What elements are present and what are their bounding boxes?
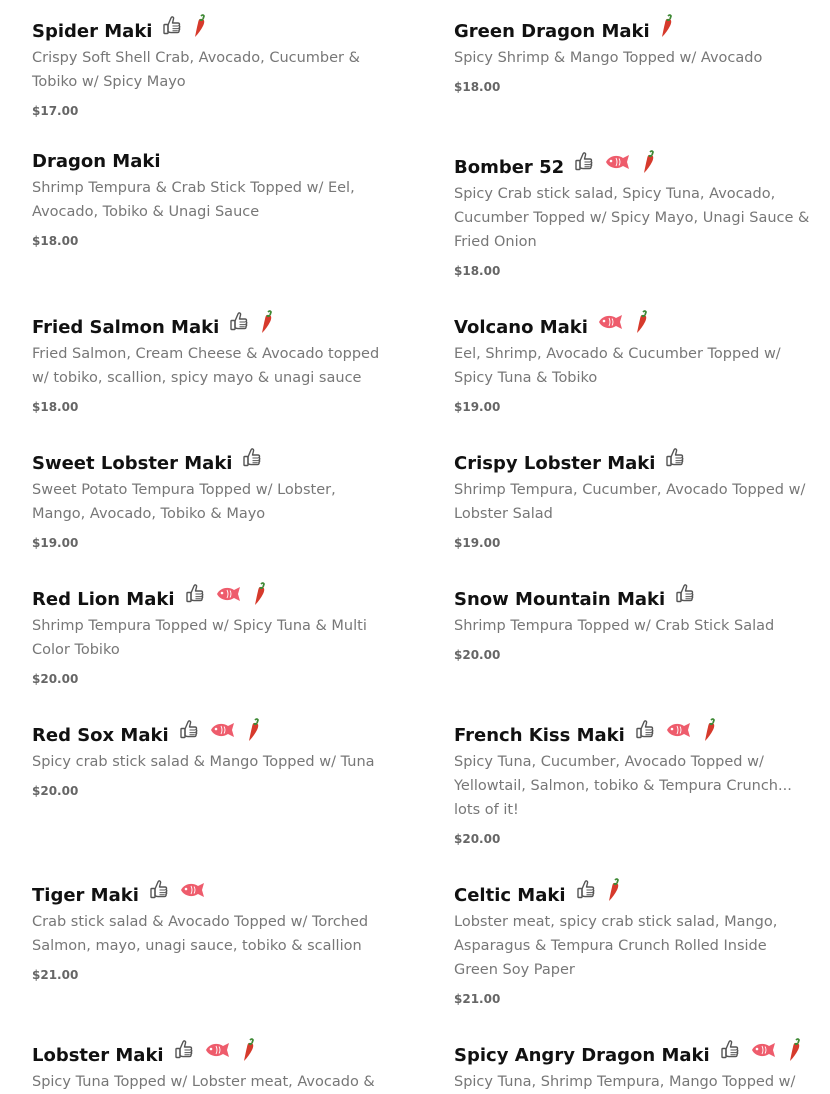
menu-item-price: $19.00 — [454, 536, 501, 550]
menu-item-description: Shrimp Tempura, Cucumber, Avocado Topped w/ Lobster Salad — [454, 482, 806, 522]
menu-item-name: Spider Maki — [32, 21, 153, 42]
menu-item-red-lion-maki — [32, 582, 392, 686]
menu-item-price: $20.00 — [454, 832, 501, 846]
menu-item-name: Red Sox Maki — [32, 725, 169, 746]
menu-item-header — [32, 718, 392, 748]
chili-pepper-icon — [788, 1038, 802, 1062]
menu-item-price: $19.00 — [32, 536, 79, 550]
menu-item-name: Fried Salmon Maki — [32, 317, 220, 338]
thumbs-up-icon — [574, 151, 594, 173]
menu-item-name: French Kiss Maki — [454, 725, 625, 746]
menu-item-name: Lobster Maki — [32, 1045, 164, 1066]
menu-item-price: $17.00 — [32, 104, 79, 118]
menu-item-icons — [665, 446, 685, 470]
menu-item-header — [454, 1038, 810, 1068]
menu-item-tiger-maki — [32, 878, 392, 982]
menu-item-description: Eel, Shrimp, Avocado & Cucumber Topped w/ Spicy Tuna & Tobiko — [454, 346, 781, 386]
thumbs-up-icon — [229, 311, 249, 333]
fish-icon — [210, 722, 236, 738]
menu-item-header — [32, 310, 392, 340]
menu-item-description: Lobster meat, spicy crab stick salad, Mango, Asparagus & Tempura Crunch Rolled Inside Green Soy Paper — [454, 914, 778, 978]
menu-item-icons — [149, 878, 206, 902]
menu-item-icons — [720, 1038, 802, 1062]
menu-item-icons — [576, 878, 621, 902]
chili-pepper-icon — [642, 150, 656, 174]
menu-item-name: Crispy Lobster Maki — [454, 453, 656, 474]
menu-item-lobster-maki — [32, 1038, 392, 1094]
menu-item-name: Dragon Maki — [32, 151, 161, 172]
menu-item-header — [32, 582, 392, 612]
menu-item-fried-salmon-maki — [32, 310, 392, 414]
menu-item-header — [32, 446, 392, 476]
fish-icon — [598, 314, 624, 330]
chili-pepper-icon — [242, 1038, 256, 1062]
menu-item-description: Shrimp Tempura Topped w/ Crab Stick Salad — [454, 618, 775, 634]
chili-pepper-icon — [260, 310, 274, 334]
menu-item-snow-mountain-maki — [454, 582, 810, 662]
menu-item-name: Snow Mountain Maki — [454, 589, 666, 610]
menu-item-french-kiss-maki — [454, 718, 810, 846]
menu-item-description: Spicy Crab stick salad, Spicy Tuna, Avocado, Cucumber Topped w/ Spicy Mayo, Unagi Sauce & Fried Onion — [454, 186, 810, 250]
menu-item-icons — [162, 14, 207, 38]
menu-item-price: $18.00 — [454, 80, 501, 94]
menu-item-header — [454, 14, 810, 44]
menu-item-header — [32, 878, 392, 908]
menu-item-celtic-maki — [454, 878, 810, 1006]
menu-item-description: Sweet Potato Tempura Topped w/ Lobster, Mango, Avocado, Tobiko & Mayo — [32, 482, 336, 522]
menu-item-price: $19.00 — [454, 400, 501, 414]
menu-item-icons — [185, 582, 267, 606]
menu-item-price: $20.00 — [32, 784, 79, 798]
menu-item-price: $18.00 — [454, 264, 501, 278]
chili-pepper-icon — [253, 582, 267, 606]
thumbs-up-icon — [675, 583, 695, 605]
menu-item-green-dragon-maki — [454, 14, 810, 94]
menu-item-header — [454, 310, 810, 340]
menu-item-name: Bomber 52 — [454, 157, 565, 178]
fish-icon — [205, 1042, 231, 1058]
menu-item-price: $20.00 — [454, 648, 501, 662]
fish-icon — [180, 882, 206, 898]
menu-item-header — [454, 582, 810, 612]
menu-item-description: Shrimp Tempura & Crab Stick Topped w/ Eel, Avocado, Tobiko & Unagi Sauce — [32, 180, 355, 220]
menu-item-crispy-lobster-maki — [454, 446, 810, 550]
menu-item-price: $18.00 — [32, 400, 79, 414]
menu-item-description: Spicy Tuna, Cucumber, Avocado Topped w/ Yellowtail, Salmon, tobiko & Tempura Crunch... lots of it! — [454, 754, 792, 818]
menu-item-icons — [574, 150, 656, 174]
menu-item-price: $18.00 — [32, 234, 79, 248]
menu-item-price: $21.00 — [454, 992, 501, 1006]
menu-item-description: Fried Salmon, Cream Cheese & Avocado topped w/ tobiko, scallion, spicy mayo & unagi sauce — [32, 346, 380, 386]
menu-item-spider-maki — [32, 14, 392, 118]
thumbs-up-icon — [162, 15, 182, 37]
fish-icon — [216, 586, 242, 602]
menu-item-price: $20.00 — [32, 672, 79, 686]
menu-item-name: Green Dragon Maki — [454, 21, 650, 42]
menu-item-description: Shrimp Tempura Topped w/ Spicy Tuna & Multi Color Tobiko — [32, 618, 367, 658]
menu-item-header — [32, 144, 392, 174]
menu-item-icons — [675, 582, 695, 606]
menu-item-icons — [635, 718, 717, 742]
menu-item-icons — [179, 718, 261, 742]
thumbs-up-icon — [242, 447, 262, 469]
menu-item-name: Tiger Maki — [32, 885, 139, 906]
chili-pepper-icon — [607, 878, 621, 902]
menu-item-bomber-52 — [454, 150, 810, 278]
menu-item-icons — [660, 14, 674, 38]
thumbs-up-icon — [720, 1039, 740, 1061]
thumbs-up-icon — [179, 719, 199, 741]
menu-item-name: Spicy Angry Dragon Maki — [454, 1045, 710, 1066]
menu-item-name: Celtic Maki — [454, 885, 566, 906]
menu-item-header — [32, 1038, 392, 1068]
menu-item-sweet-lobster-maki — [32, 446, 392, 550]
menu-item-description: Spicy Tuna, Shrimp Tempura, Mango Topped w/ — [454, 1074, 796, 1090]
menu-item-volcano-maki — [454, 310, 810, 414]
menu-item-description: Crab stick salad & Avocado Topped w/ Torched Salmon, mayo, unagi sauce, tobiko & scallion — [32, 914, 369, 954]
chili-pepper-icon — [703, 718, 717, 742]
menu-item-icons — [242, 446, 262, 470]
menu-item-icons — [598, 310, 649, 334]
menu-item-description: Spicy crab stick salad & Mango Topped w/ Tuna — [32, 754, 375, 770]
chili-pepper-icon — [660, 14, 674, 38]
thumbs-up-icon — [174, 1039, 194, 1061]
thumbs-up-icon — [576, 879, 596, 901]
menu-item-header — [454, 718, 810, 748]
chili-pepper-icon — [247, 718, 261, 742]
fish-icon — [666, 722, 692, 738]
fish-icon — [751, 1042, 777, 1058]
menu-item-description: Spicy Tuna Topped w/ Lobster meat, Avocado & — [32, 1074, 375, 1090]
chili-pepper-icon — [635, 310, 649, 334]
menu-item-name: Volcano Maki — [454, 317, 588, 338]
menu-item-icons — [174, 1038, 256, 1062]
menu-item-description: Crispy Soft Shell Crab, Avocado, Cucumber & Tobiko w/ Spicy Mayo — [32, 50, 360, 90]
thumbs-up-icon — [185, 583, 205, 605]
menu-item-dragon-maki — [32, 144, 392, 248]
fish-icon — [605, 154, 631, 170]
menu-item-header — [454, 446, 810, 476]
menu-item-description: Spicy Shrimp & Mango Topped w/ Avocado — [454, 50, 763, 66]
thumbs-up-icon — [635, 719, 655, 741]
menu-item-name: Red Lion Maki — [32, 589, 175, 610]
thumbs-up-icon — [665, 447, 685, 469]
thumbs-up-icon — [149, 879, 169, 901]
menu-item-price: $21.00 — [32, 968, 79, 982]
menu-item-header — [454, 878, 810, 908]
menu-item-spicy-angry-dragon-maki — [454, 1038, 810, 1094]
menu-item-red-sox-maki — [32, 718, 392, 798]
menu-item-icons — [229, 310, 274, 334]
chili-pepper-icon — [193, 14, 207, 38]
menu-item-name: Sweet Lobster Maki — [32, 453, 233, 474]
menu-item-header — [32, 14, 392, 44]
menu-item-header — [454, 150, 810, 180]
